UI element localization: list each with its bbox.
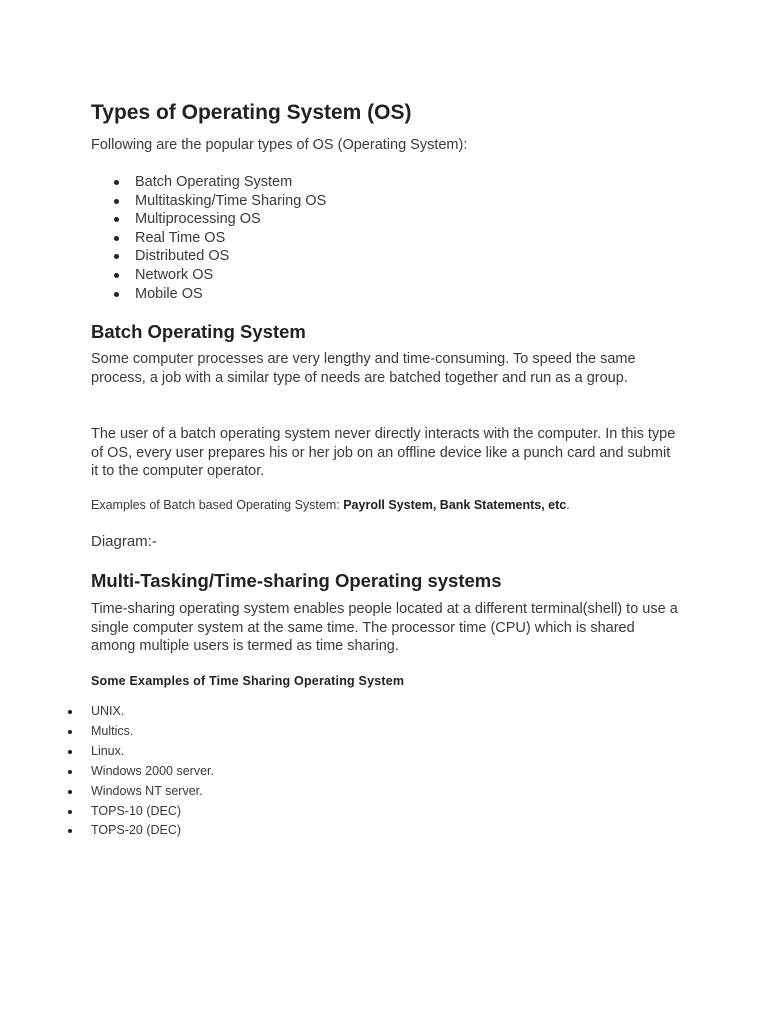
batch-paragraph-2: The user of a batch operating system never directly interacts with the computer. In this type of OS, every user prepares his or her job on an offline device like a punch card and submit it to the computer operator. xyxy=(91,426,676,480)
timesharing-examples-heading: Some Examples of Time Sharing Operating System xyxy=(91,674,405,688)
list-item: Multiprocessing OS xyxy=(91,210,326,229)
batch-paragraph-1: Some computer processes are very lengthy and time-consuming. To speed the same process, a job with a similar type of needs are batched together and run as a group. xyxy=(91,351,636,386)
diagram-label: Diagram:- xyxy=(91,533,157,550)
list-item: Multics. xyxy=(1,722,214,742)
batch-examples xyxy=(91,498,570,512)
os-types-list xyxy=(91,173,326,303)
list-item: Multitasking/Time Sharing OS xyxy=(91,192,326,211)
batch-examples-prefix: Examples of Batch based Operating System: xyxy=(91,498,344,512)
batch-examples-bold: Payroll System, Bank Statements, etc xyxy=(343,498,567,512)
timesharing-examples-list xyxy=(1,702,214,841)
list-item: TOPS-20 (DEC) xyxy=(1,821,214,841)
timesharing-heading: Multi-Tasking/Time-sharing Operating systems xyxy=(91,570,502,591)
intro-text: Following are the popular types of OS (Operating System): xyxy=(91,137,468,153)
page-title: Types of Operating System (OS) xyxy=(91,101,412,124)
timesharing-paragraph: Time-sharing operating system enables people located at a different terminal(shell) to use a single computer system at the same time. The processor time (CPU) which is shared among multiple users is termed as time sharing. xyxy=(91,601,678,655)
list-item: Windows 2000 server. xyxy=(1,762,214,782)
list-item: Real Time OS xyxy=(91,229,326,248)
list-item: TOPS-10 (DEC) xyxy=(1,802,214,822)
list-item: Batch Operating System xyxy=(91,173,326,192)
list-item: UNIX. xyxy=(1,702,214,722)
list-item: Network OS xyxy=(91,266,326,285)
list-item: Linux. xyxy=(1,742,214,762)
list-item: Windows NT server. xyxy=(1,782,214,802)
batch-examples-suffix: . xyxy=(566,498,570,512)
list-item: Distributed OS xyxy=(91,247,326,266)
batch-heading: Batch Operating System xyxy=(91,321,306,342)
list-item: Mobile OS xyxy=(91,285,326,304)
